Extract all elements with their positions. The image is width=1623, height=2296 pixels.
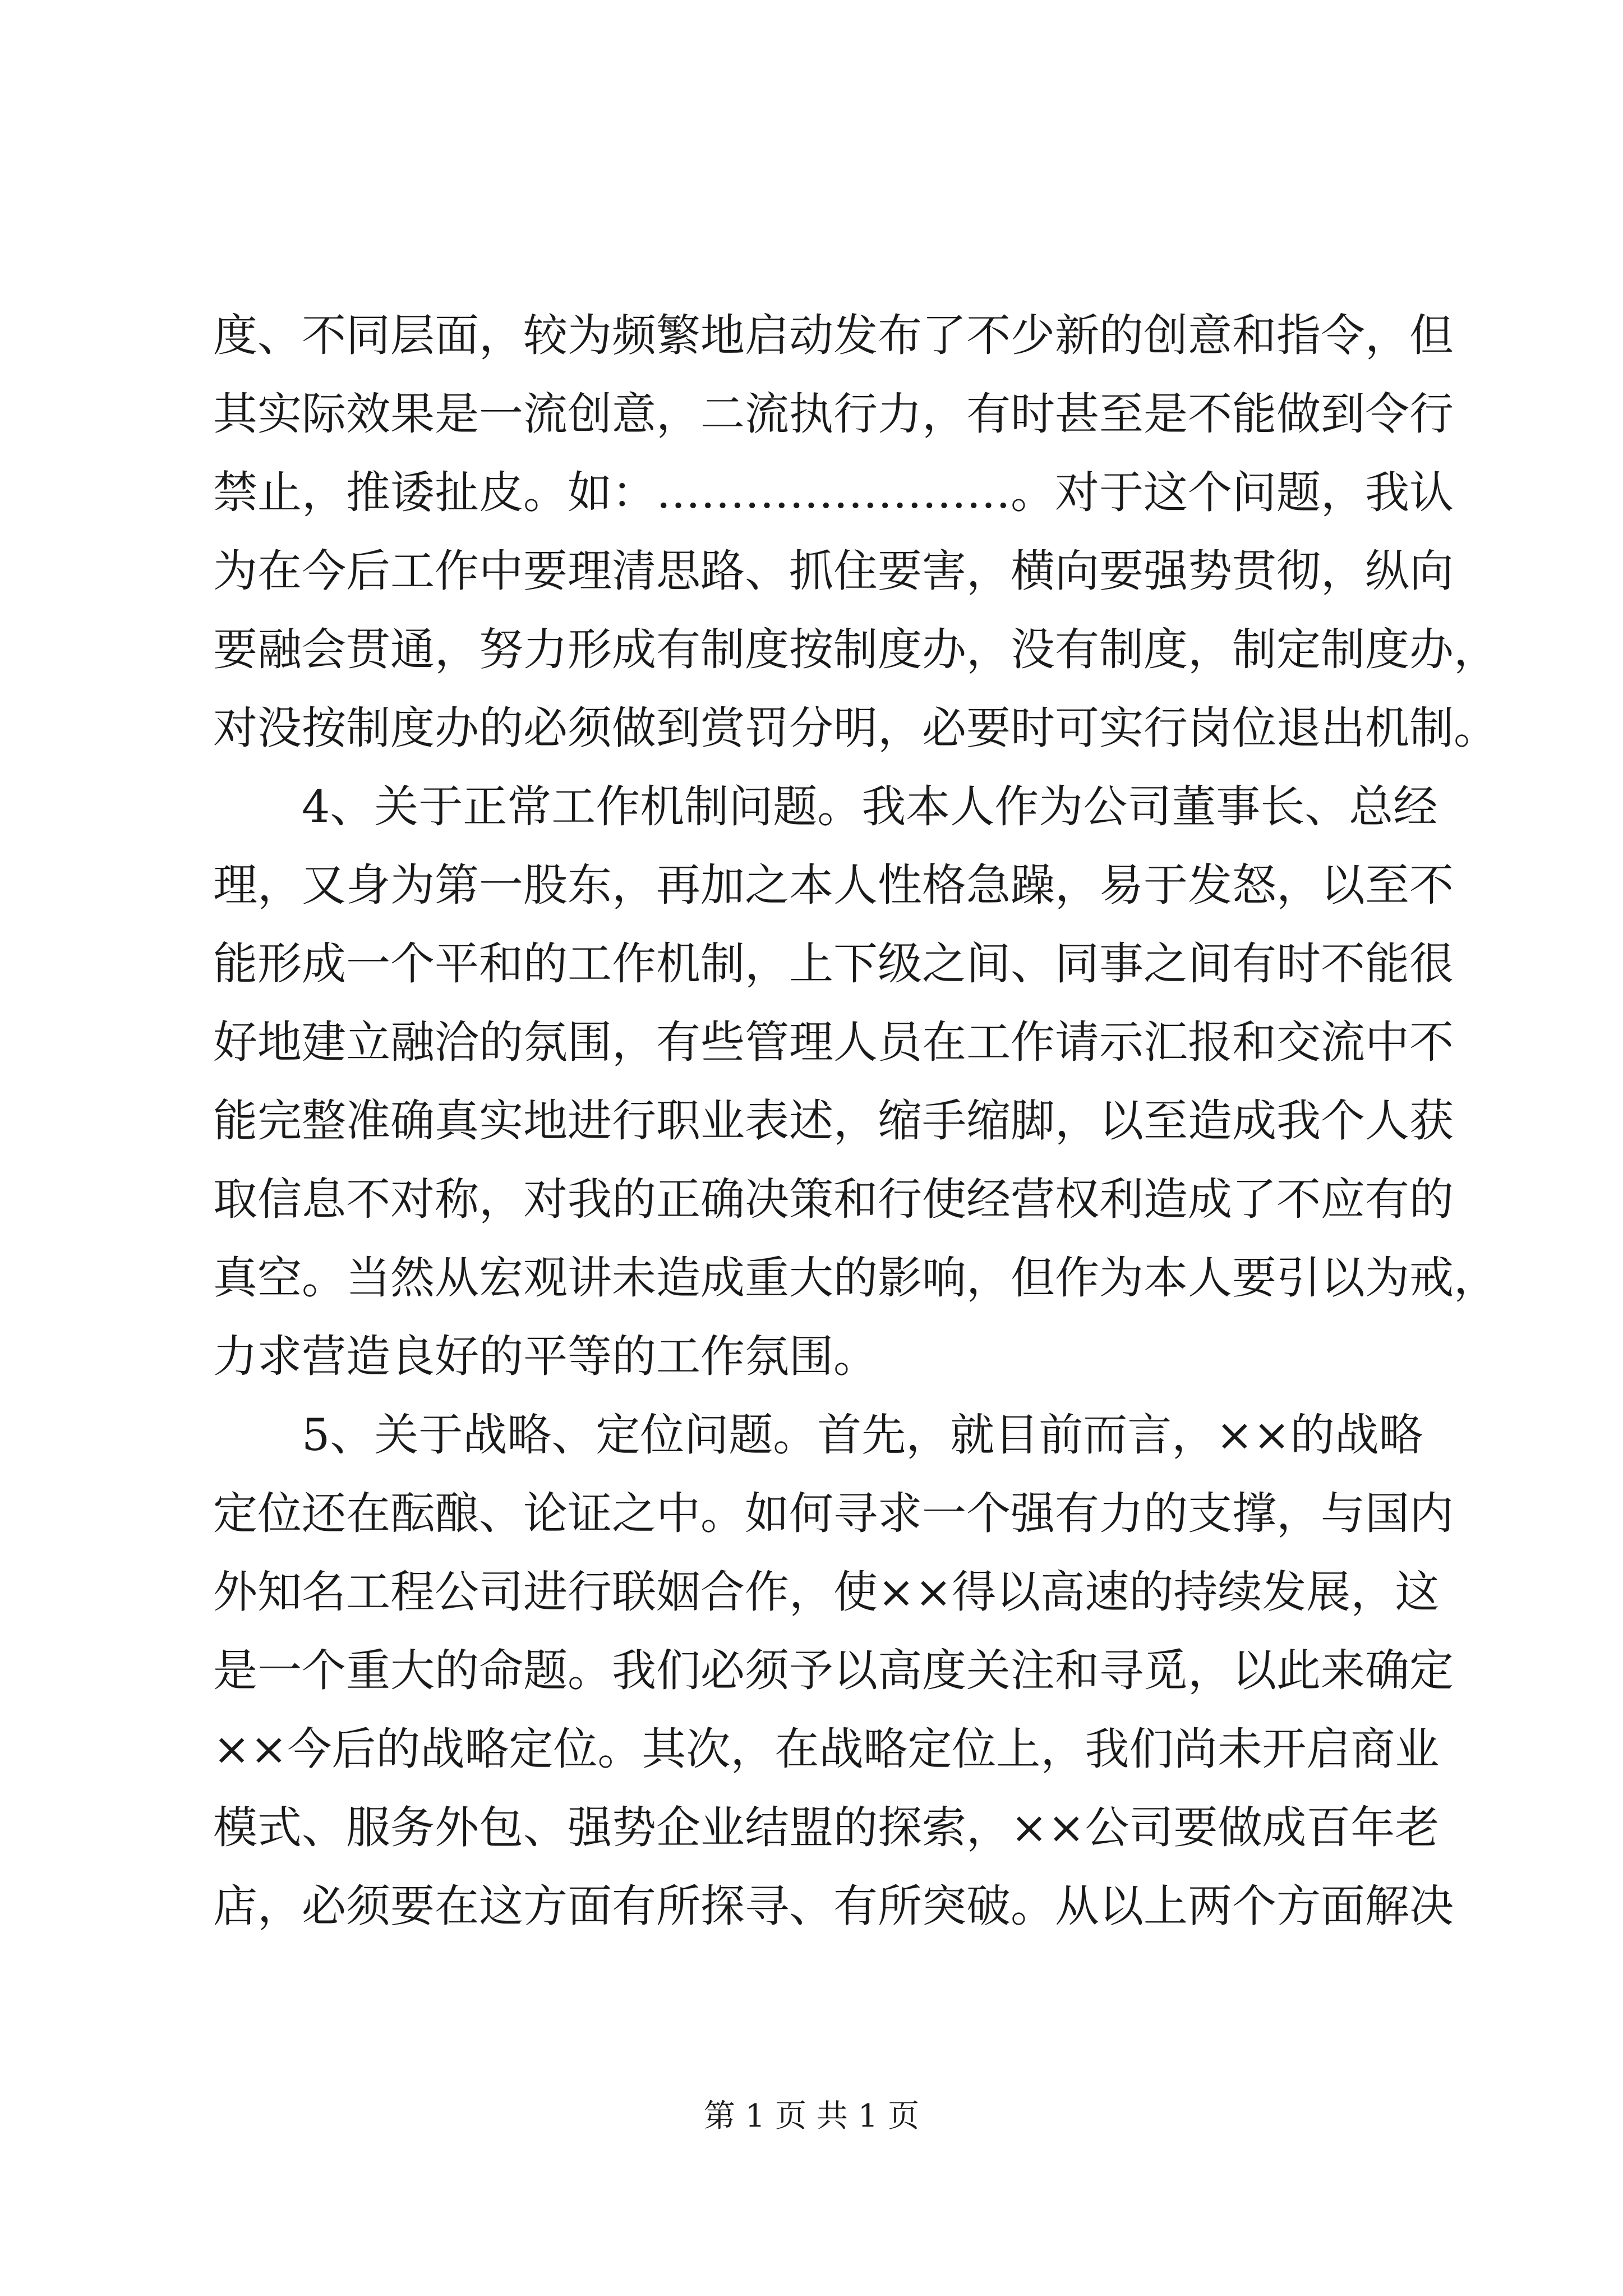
text-line-17: 外知名工程公司进行联姻合作，使××得以高速的持续发展，这: [213, 1566, 1440, 1618]
text-line-18: 是一个重大的命题。我们必须予以高度关注和寻觅，以此来确定: [213, 1645, 1454, 1696]
text-line-5: 要融会贯通，努力形成有制度按制度办，没有制度，制定制度办，: [213, 624, 1498, 675]
text-line-3: 禁止，推诿扯皮。如：……………………。对于这个问题，我认: [213, 467, 1454, 518]
paragraph-4-line-1: 4、关于正常工作机制问题。我本人作为公司董事长、总经: [302, 781, 1438, 832]
text-line-21: 店，必须要在这方面有所探寻、有所突破。从以上两个方面解决: [213, 1880, 1454, 1932]
text-line-14: 力求营造良好的平等的工作氛围。: [213, 1331, 878, 1382]
text-line-13: 真空。当然从宏观讲未造成重大的影响，但作为本人要引以为戒，: [213, 1252, 1498, 1304]
text-line-4: 为在今后工作中要理清思路、抓住要害，横向要强势贯彻，纵向: [213, 545, 1454, 597]
paragraph-5-line-1: 5、关于战略、定位问题。首先，就目前而言，××的战略: [302, 1409, 1423, 1461]
text-line-10: 好地建立融洽的氛围，有些管理人员在工作请示汇报和交流中不: [213, 1016, 1454, 1068]
text-line-11: 能完整准确真实地进行职业表述，缩手缩脚，以至造成我个人获: [213, 1095, 1454, 1147]
text-line-19: ××今后的战略定位。其次，在战略定位上，我们尚未开启商业: [213, 1723, 1440, 1775]
text-line-20: 模式、服务外包、强势企业结盟的探索，××公司要做成百年老: [213, 1802, 1440, 1853]
text-line-6: 对没按制度办的必须做到赏罚分明，必要时可实行岗位退出机制。: [213, 702, 1498, 754]
text-line-9: 能形成一个平和的工作机制，上下级之间、同事之间有时不能很: [213, 938, 1454, 990]
text-line-16: 定位还在酝酿、论证之中。如何寻求一个强有力的支撑，与国内: [213, 1488, 1454, 1539]
text-line-1: 度、不同层面，较为频繁地启动发布了不少新的创意和指令，但: [213, 310, 1454, 361]
text-line-2: 其实际效果是一流创意，二流执行力，有时甚至是不能做到令行: [213, 388, 1454, 440]
text-line-12: 取信息不对称，对我的正确决策和行使经营权利造成了不应有的: [213, 1174, 1454, 1225]
text-line-8: 理，又身为第一股东，再加之本人性格急躁，易于发怒，以至不: [213, 859, 1454, 911]
page-number-footer: 第 1 页 共 1 页: [703, 2098, 920, 2134]
